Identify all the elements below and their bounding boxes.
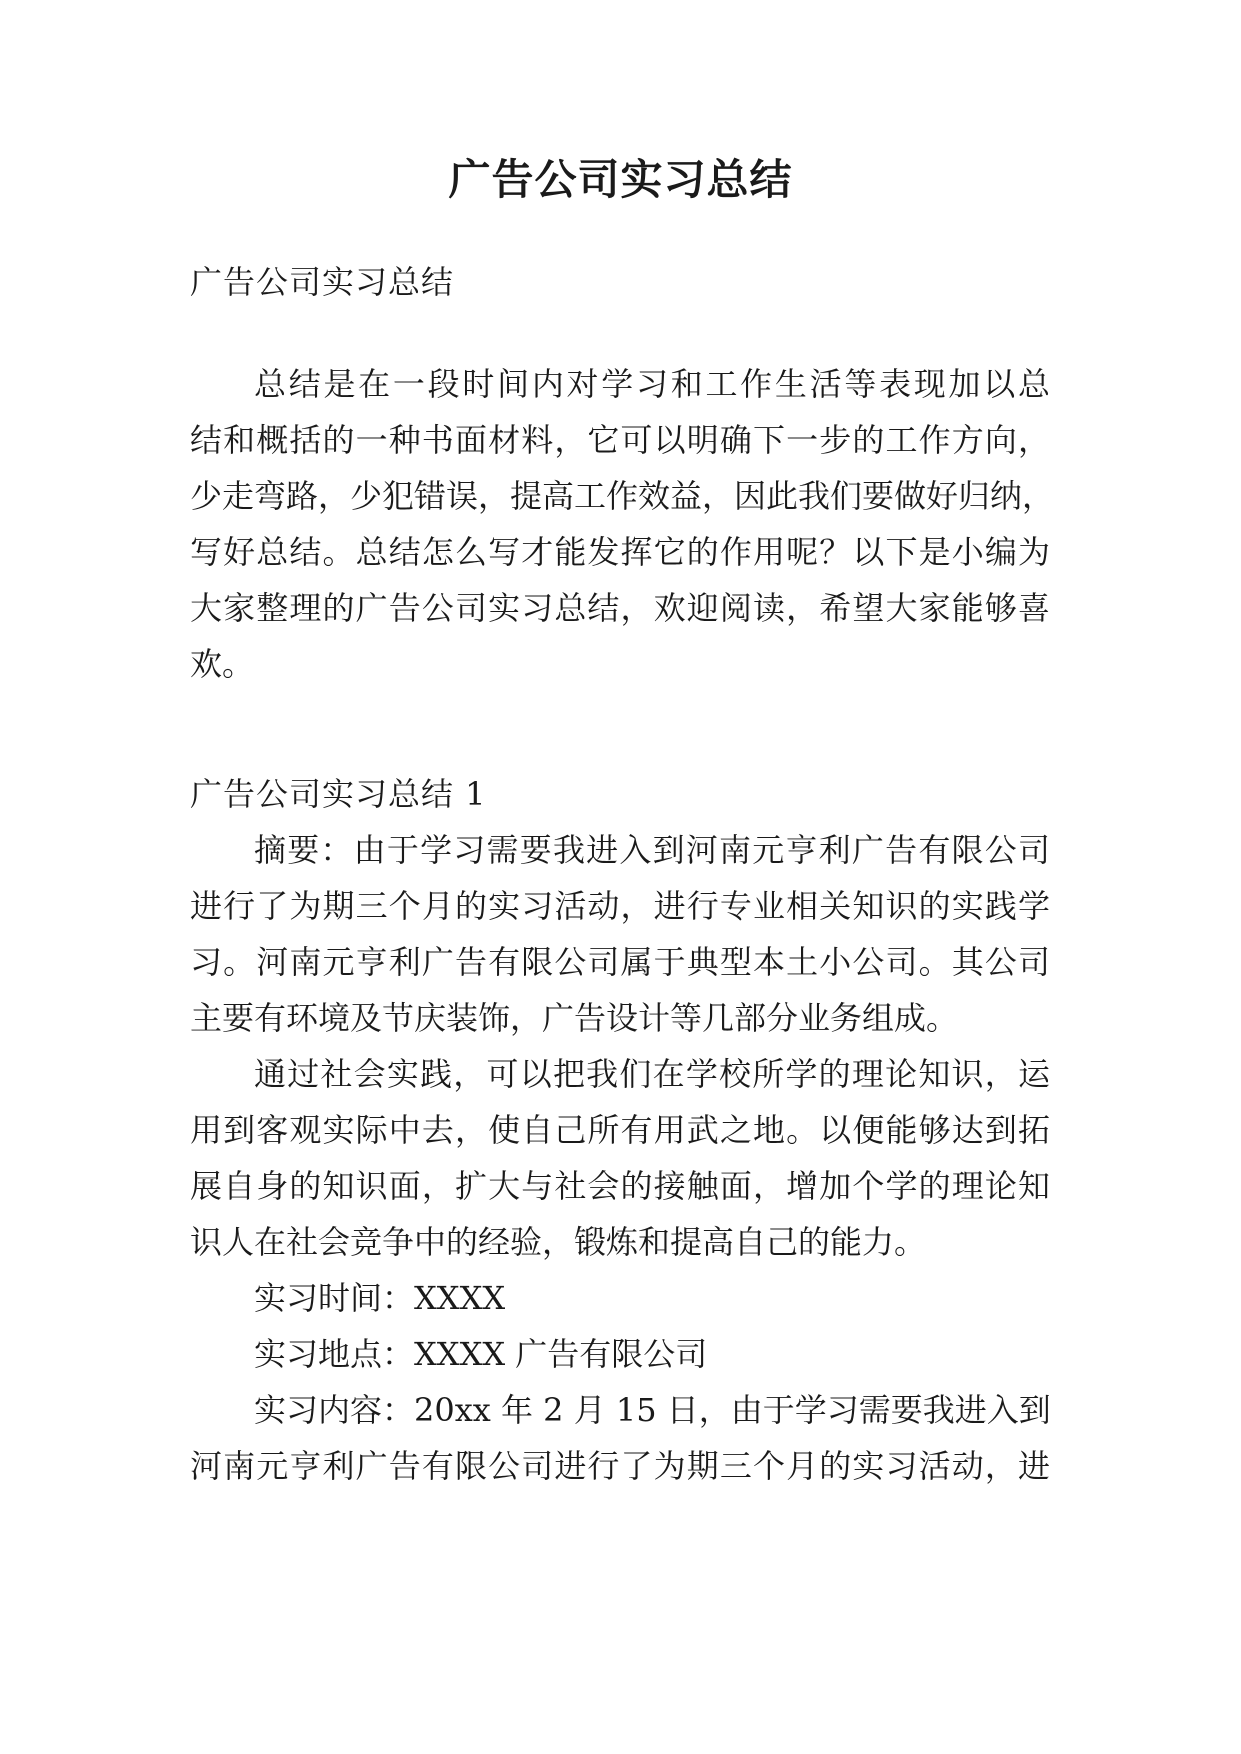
intro-line: 少走弯路，少犯错误，提高工作效益，因此我们要做好归纳， — [190, 477, 1055, 515]
section-heading: 广告公司实习总结 1 — [190, 775, 487, 813]
document-subtitle: 广告公司实习总结 — [190, 263, 455, 301]
abstract-line: 进行了为期三个月的实习活动，进行专业相关知识的实践学 — [190, 887, 1050, 925]
abstract-line: 主要有环境及节庆装饰，广告设计等几部分业务组成。 — [190, 999, 959, 1037]
practice-line: 通过社会实践，可以把我们在学校所学的理论知识，运 — [254, 1055, 1050, 1093]
content-line: 河南元亨利广告有限公司进行了为期三个月的实习活动，进 — [190, 1447, 1050, 1485]
practice-line: 用到客观实际中去，使自己所有用武之地。以便能够达到拓 — [190, 1111, 1050, 1149]
abstract-line: 习。河南元亨利广告有限公司属于典型本土小公司。其公司 — [190, 943, 1050, 981]
document-title: 广告公司实习总结 — [448, 155, 793, 204]
intro-line: 大家整理的广告公司实习总结，欢迎阅读，希望大家能够喜 — [190, 589, 1050, 627]
practice-line: 识人在社会竞争中的经验，锻炼和提高自己的能力。 — [190, 1223, 927, 1261]
intro-line: 写好总结。总结怎么写才能发挥它的作用呢？以下是小编为 — [190, 533, 1050, 571]
content-line: 实习内容：20xx 年 2 月 15 日，由于学习需要我进入到 — [254, 1391, 1051, 1429]
internship-place: 实习地点：XXXX 广告有限公司 — [254, 1335, 708, 1373]
internship-time: 实习时间：XXXX — [254, 1279, 506, 1317]
intro-line: 欢。 — [190, 645, 255, 683]
practice-line: 展自身的知识面，扩大与社会的接触面，增加个学的理论知 — [190, 1167, 1050, 1205]
abstract-line: 摘要：由于学习需要我进入到河南元亨利广告有限公司 — [254, 831, 1050, 869]
intro-line: 总结是在一段时间内对学习和工作生活等表现加以总 — [254, 365, 1050, 403]
intro-line: 结和概括的一种书面材料，它可以明确下一步的工作方向， — [190, 421, 1050, 459]
